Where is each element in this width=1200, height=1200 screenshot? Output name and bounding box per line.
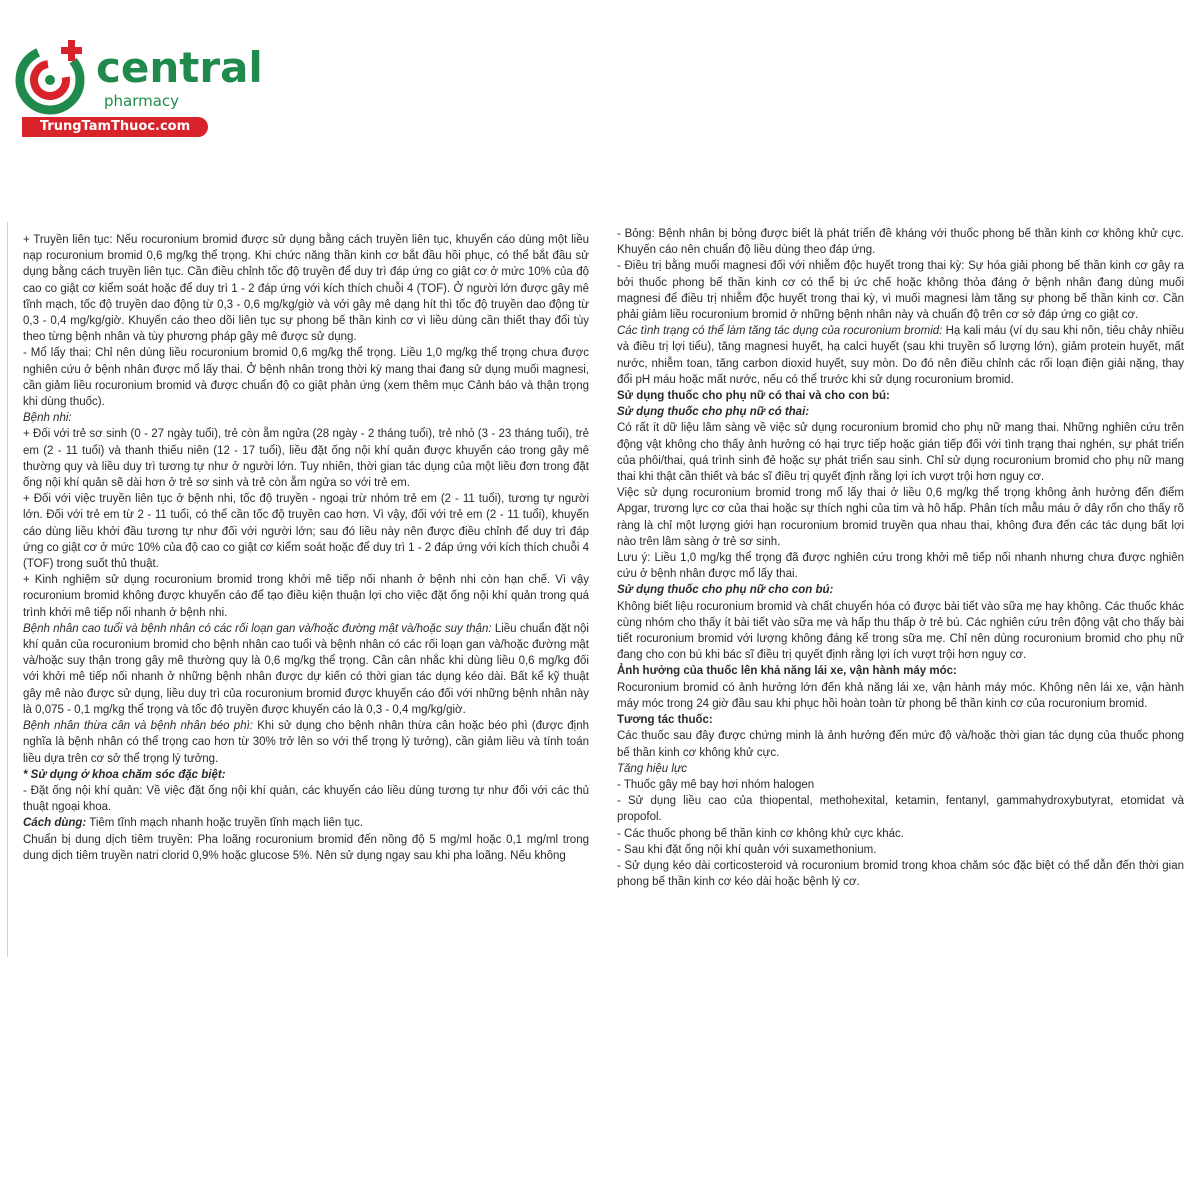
list-item-halogen: - Thuốc gây mê bay hơi nhóm halogen: [617, 778, 815, 791]
heading-conditions: Các tình trạng có thể làm tăng tác dụng của rocuronium bromid:: [617, 325, 943, 338]
paragraph-caesarean-apgar: Việc sử dụng rocuronium bromid trong mổ lấy thai ở liều 0,6 mg/kg thể trọng không ảnh hưởng đến điểm Apgar, trương lực cơ của thai hoặc sự thích nghi của tim và hô hấp. Phân tích mẫu máu ở dây rốn cho thấy rõ ràng là chỉ một lượng giới hạn rocuronium bromid truyền qua nhau thai, không đưa đến các tác dụng bất lợi nào trên lâm sàng ở trẻ sơ sinh.: [617, 487, 1184, 548]
paragraph-elderly: [23, 621, 589, 718]
paragraph-preparation: Chuẩn bị dung dịch tiêm truyền: Pha loãng rocuronium bromid đến nồng độ 5 mg/ml hoặc 0,1 mg/ml trong dung dịch tiêm truyền natri clorid 0,9% hoặc glucose 5%. Nên sử dụng ngay sau khi pha loãng. Nếu không: [23, 833, 589, 862]
paragraph-lactation: Không biết liệu rocuronium bromid và chất chuyển hóa có được bài tiết vào sữa mẹ hay không. Các thuốc khác cùng nhóm cho thấy ít bài tiết vào sữa mẹ và hấp thu thấp ở trẻ bú. Các nghiên cứu trên động vật cho thấy bài tiết rocuronium bromid với lượng không đáng kể trong sữa mẹ. Chỉ nên dùng rocuronium bromid cho phụ nữ đang cho con bú khi bác sĩ điều trị quyết định rằng lợi ích vượt trội hơn nguy cơ.: [617, 600, 1184, 662]
heading-increased-effect: Tăng hiệu lực: [617, 762, 687, 775]
paragraph-caesarean: - Mổ lấy thai: Chỉ nên dùng liều rocuronium bromid 0,6 mg/kg thể trọng. Liều 1,0 mg/kg thể trọng chưa được nghiên cứu ở bệnh nhân được mổ lấy thai. Ở bệnh nhân trong thời kỳ mang thai đang sử dụng muối magnesi, cần giảm liều rocuronium bromid và được chuẩn độ co giật phản ứng (xem thêm mục Cảnh báo và thận trọng khi dùng thuốc).: [23, 347, 589, 409]
paragraph-intubation: - Đặt ống nội khí quản: Về việc đặt ống nội khí quản, các khuyến cáo liều dùng tương tự như đối với các thủ thuật ngoại khoa.: [23, 784, 589, 814]
list-item-corticosteroid: - Sử dụng kéo dài corticosteroid và rocuronium bromid trong khoa chăm sóc đặc biệt có thể dẫn đến thời gian phong bế thần kinh cơ kéo dài hoặc bệnh lý cơ.: [617, 859, 1184, 889]
brand-name: central: [96, 43, 263, 92]
paragraph-driving: Rocuronium bromid có ảnh hưởng lớn đến khả năng lái xe, vận hành máy móc. Không nên lái xe, vận hành máy móc trong 24 giờ đầu sau khi phục hồi hoàn toàn từ phong bế thần kinh cơ của rocuronium bromid.: [617, 681, 1184, 710]
list-item-high-dose: - Sử dụng liều cao của thiopental, methohexital, ketamin, fentanyl, gammahydroxybutyrat, etomidat và propofol.: [617, 795, 1184, 824]
heading-elderly: Bệnh nhân cao tuổi và bệnh nhân có các rối loạn gan và/hoặc đường mật và/hoặc suy thận:: [23, 622, 492, 635]
paragraph-interactions: Các thuốc sau đây được chứng minh là ảnh hưởng đến mức độ và/hoặc thời gian tác dụng của thuốc phong bế thần kinh cơ không khử cực.: [617, 730, 1184, 759]
heading-pediatric: Bệnh nhi:: [23, 412, 72, 425]
list-item-other-blockers: - Các thuốc phong bế thần kinh cơ không khử cực khác.: [617, 827, 904, 840]
page-edge-divider: [7, 222, 8, 957]
paragraph-note: Lưu ý: Liều 1,0 mg/kg thể trọng đã được nghiên cứu trong khởi mê tiếp nối nhanh nhưng chưa được nghiên cứu ở bệnh nhân được mổ lấy thai.: [617, 552, 1184, 581]
paragraph-conditions: [617, 323, 1184, 388]
brand-logo[interactable]: [10, 36, 263, 136]
central-pharmacy-logo-icon: [12, 38, 92, 118]
heading-obese: Bệnh nhân thừa cân và bệnh nhân béo phì:: [23, 720, 253, 733]
text-conditions: Hạ kali máu (ví dụ sau khi nôn, tiêu chảy nhiều và điều trị lợi tiểu), tăng magnesi huyết, hạ calci huyết (sau khi truyền số lượng lớn), giảm protein huyết, mất nước, nhiễm toan, tăng carbon dioxid huyết, suy mòn. Do đó nên điều chỉnh các rối loạn điện giải nặng, thay đổi pH máu hoặc mất nước, nếu có thể trước khi sử dụng rocuronium bromid.: [617, 325, 1184, 386]
paragraph-administration: [23, 815, 589, 831]
left-text-column: [23, 226, 589, 950]
heading-icu: * Sử dụng ở khoa chăm sóc đặc biệt:: [23, 768, 226, 781]
paragraph-pregnancy: Có rất ít dữ liệu lâm sàng về việc sử dụng rocuronium bromid cho phụ nữ mang thai. Những nghiên cứu trên động vật không cho thấy ảnh hưởng có hại trực tiếp hoặc gián tiếp đối với tình trạng thai nghén, sự phát triển của phôi/thai, quá trình sinh đẻ hoặc sự phát triển sau sinh. Chỉ sử dụng rocuronium bromid cho phụ nữ mang thai khi thật cần thiết và bác sĩ điều trị quyết định rằng lợi ích vượt trội hơn nguy cơ.: [617, 422, 1184, 484]
heading-driving: Ảnh hưởng của thuốc lên khả năng lái xe, vận hành máy móc:: [617, 665, 957, 678]
brand-subtitle: pharmacy: [104, 92, 180, 110]
paragraph-pediatric-rsi: + Kinh nghiệm sử dụng rocuronium bromid trong khởi mê tiếp nối nhanh ở bệnh nhi còn hạn chế. Vì vậy rocuronium bromid không được khuyến cáo để tạo điều kiện thuận lợi cho việc đặt ống nội khí quản trong quá trình khởi mê tiếp nối nhanh ở bệnh nhi.: [23, 574, 589, 619]
paragraph-magnesium: - Điều trị bằng muối magnesi đối với nhiễm độc huyết trong thai kỳ: Sự hóa giải phong bế thần kinh cơ gây ra bởi thuốc phong bế thần kinh cơ có thể bị ức chế hoặc không thỏa đáng ở bệnh nhân đang dùng muối magnesi để điều trị nhiễm độc huyết trong thai kỳ, vì muối magnesi làm tăng sự phong bế thần kinh cơ. Cần phải giảm liều rocuronium bromid ở những bệnh nhân này và chuẩn độ trên cơ sở đáp ứng co giật cơ.: [617, 260, 1184, 322]
brand-url[interactable]: TrungTamThuoc.com: [22, 117, 208, 137]
heading-pregnancy-lactation: Sử dụng thuốc cho phụ nữ có thai và cho con bú:: [617, 390, 890, 403]
heading-lactation: Sử dụng thuốc cho phụ nữ cho con bú:: [617, 584, 834, 597]
paragraph-pediatric-infusion: + Đối với việc truyền liên tục ở bệnh nhi, tốc độ truyền - ngoại trừ nhóm trẻ em (2 - 11 tuổi), tương tự người lớn. Đối với trẻ em từ 2 - 11 tuổi, có thể cần tốc độ truyền cao hơn. Vì vậy, đối với trẻ em (2 - 11 tuổi), khuyến cáo dùng liều khởi đầu tương tự như đối với người lớn; sau đó liều này nên được điều chỉnh để duy trì đáp ứng co giật cơ ở mức 10% của độ cao co giật cơ kiểm soát hoặc để duy trì 1 - 2 đáp ứng với kích thích chuỗi 4 (TOF) trong suốt thủ thuật.: [23, 493, 589, 571]
text-administration: Tiêm tĩnh mạch nhanh hoặc truyền tĩnh mạch liên tục.: [86, 817, 364, 830]
text-obese: Khi sử dụng cho bệnh nhân thừa cân hoặc béo phì (được định nghĩa là bệnh nhân có thể trọng cao hơn từ 30% trở lên so với thể trọng lý tưởng), cần giảm liều và tính toán liều dựa trên cơ sở thể trọng lý tưởng.: [23, 720, 589, 765]
paragraph-continuous-infusion: + Truyền liên tục: Nếu rocuronium bromid được sử dụng bằng cách truyền liên tục, khuyến cáo dùng một liều nạp rocuronium bromid 0,6 mg/kg thể trọng. Khi chức năng thần kinh cơ bắt đầu hồi phục, có thể bắt đầu sử dụng bằng cách truyền liên tục. Cần điều chỉnh tốc độ truyền để duy trì đáp ứng co giật cơ ở mức 10% của độ cao co giật cơ kiểm soát hoặc để duy trì 1 - 2 đáp ứng với kích thích chuỗi 4 (TOF). Ở người lớn được gây mê tĩnh mạch, tốc độ truyền dao động từ 0,3 - 0,6 mg/kg/giờ và với gây mê dạng hít thì tốc độ truyền dao động từ 0,3 - 0,4 mg/kg/giờ. Khuyến cáo theo dõi liên tục sự phong bế thần kinh cơ vì liều dùng cần thiết thay đổi tùy theo từng bệnh nhân và tùy phương pháp gây mê được sử dụng.: [23, 234, 589, 344]
heading-pregnancy: Sử dụng thuốc cho phụ nữ có thai:: [617, 406, 810, 419]
text-elderly: Liều chuẩn đặt nội khí quản của rocuronium bromid cho bệnh nhân cao tuổi và bệnh nhân có các rối loạn gan và/hoặc đường mật và/hoặc suy thận trong gây mê thường quy là 0,6 mg/kg thể trọng. Cần cân nhắc khi dùng liều 0,6 mg/kg đối với khởi mê tiếp nối nhanh ở những bệnh nhân được dự kiến có thời gian tác dụng kéo dài. Bất kể kỹ thuật gây mê nào được sử dụng, liều duy trì của rocuronium bromid được khuyến cáo đối với những bệnh nhân này là 0,075 - 0,1 mg/kg thể trọng và tốc độ truyền được khuyến cáo là 0,3 - 0,4 mg/kg/giờ.: [23, 622, 589, 716]
right-text-column: [617, 226, 1184, 950]
paragraph-burns: - Bỏng: Bệnh nhân bị bỏng được biết là phát triển đề kháng với thuốc phong bế thần kinh cơ không khử cực. Khuyến cáo nên chuẩn độ liều dùng theo đáp ứng.: [617, 228, 1184, 257]
heading-interactions: Tương tác thuốc:: [617, 714, 713, 727]
paragraph-pediatric-dose: + Đối với trẻ sơ sinh (0 - 27 ngày tuổi), trẻ còn ẵm ngửa (28 ngày - 2 tháng tuổi), trẻ nhỏ (3 - 23 tháng tuổi), trẻ em (2 - 11 tuổi) và thanh thiếu niên (12 - 17 tuổi), liều đặt ống nội khí quản được khuyến cáo trong gây mê thường quy và liều duy trì tương tự như ở người lớn. Tuy nhiên, thời gian tác dụng của một liều đơn trong đặt ống nội khí quản sẽ dài hơn ở trẻ sơ sinh và trẻ còn ẵm ngửa so với trẻ em.: [23, 428, 589, 490]
heading-administration: Cách dùng:: [23, 817, 87, 830]
paragraph-obese: [23, 718, 589, 767]
list-item-suxamethonium: - Sau khi đặt ống nội khí quản với suxamethonium.: [617, 843, 877, 856]
